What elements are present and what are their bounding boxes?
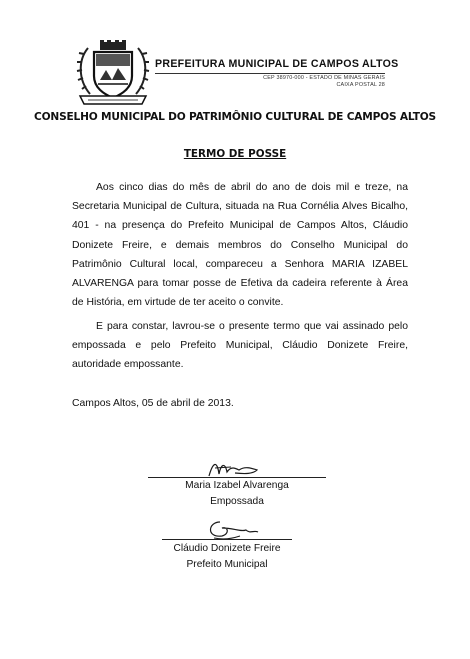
place-and-date: Campos Altos, 05 de abril de 2013. — [72, 398, 234, 409]
document-title-text: TERMO DE POSSE — [183, 148, 287, 160]
address-line-2: CAIXA POSTAL 28 — [336, 82, 385, 88]
body-paragraph-2: E para constar, lavrou-se o presente termo que vai assinado pelo empossada e pelo Prefeito Municipal, Cláudio Donizete Freire, autoridade empossante. — [72, 321, 408, 371]
signatory-1-role: Empossada — [210, 496, 264, 507]
body-paragraph-1: Aos cinco dias do mês de abril do ano de dois mil e treze, na Secretaria Municipal de Cultura, situada na Rua Cornélia Alves Bicalho, 401 - na presença do Prefeito Municipal de Campos Altos, Cláudio Donizete Freire, e demais membros do Conselho Municipal do Patrimônio Cultural local, compareceu a Senhora MARIA IZABEL ALVARENGA para tomar posse de Efetiva da cadeira referente à Área de História, em virtude de ter aceito o convite. — [72, 182, 408, 309]
signatory-2-name: Cláudio Donizete Freire — [173, 543, 281, 554]
signature-line-2 — [162, 539, 292, 540]
document-title — [0, 148, 470, 160]
coat-of-arms-icon — [74, 40, 152, 106]
signatory-1 — [148, 478, 326, 510]
letterhead-org-name: PREFEITURA MUNICIPAL DE CAMPOS ALTOS — [155, 58, 385, 74]
council-title: CONSELHO MUNICIPAL DO PATRIMÔNIO CULTURAL DE CAMPOS ALTOS — [34, 111, 436, 123]
signatory-2 — [162, 541, 292, 573]
letterhead-address — [155, 75, 385, 89]
signatory-2-role: Prefeito Municipal — [186, 559, 268, 570]
address-line-1: CEP 38970-000 - ESTADO DE MINAS GERAIS — [263, 75, 385, 81]
signatory-1-name: Maria Izabel Alvarenga — [185, 480, 289, 491]
